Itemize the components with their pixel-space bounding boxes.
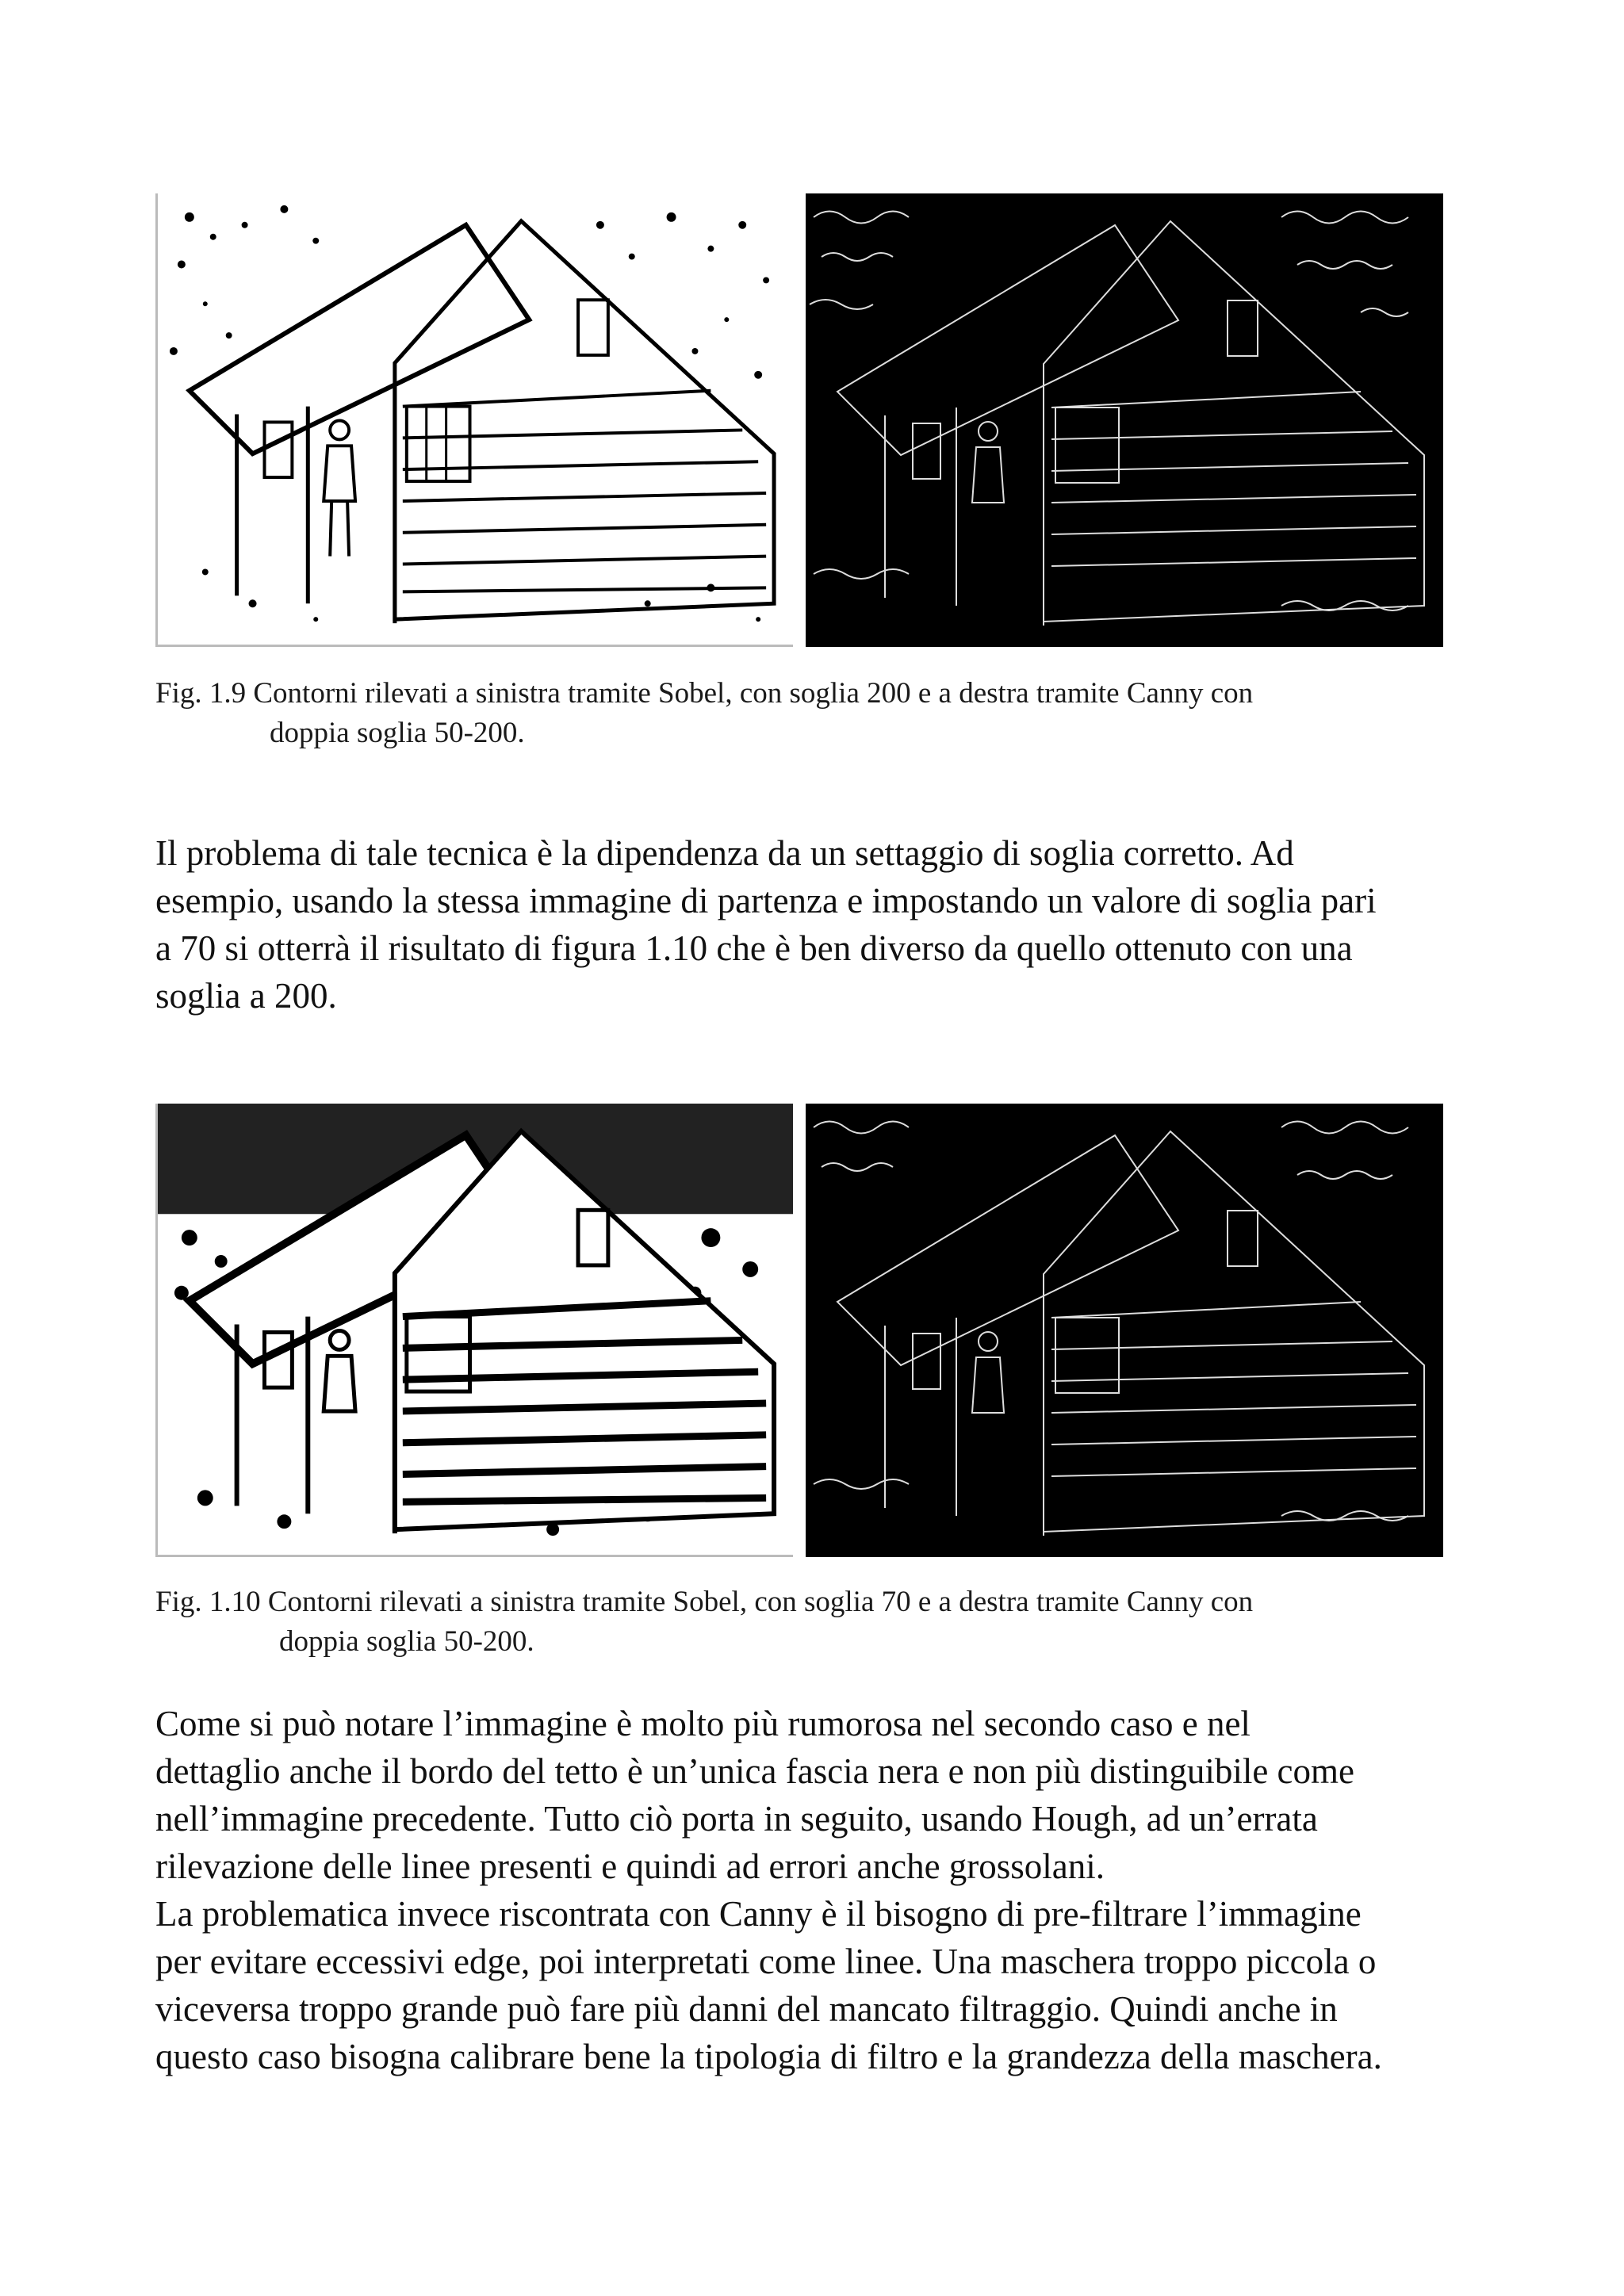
sobel-70-house-drawing [158, 1104, 793, 1555]
canny-house-drawing [806, 193, 1443, 647]
caption-line-1: Fig. 1.10 Contorni rilevati a sinistra tramite Sobel, con soglia 70 e a destra tramite Canny con [155, 1586, 1254, 1618]
paragraph-2-line-8: questo caso bisogna calibrare bene la tipologia di filtro e la grandezza della maschera. [155, 2037, 1382, 2076]
paragraph-2-line-4: rilevazione delle linee presenti e quindi ad errori anche grossolani. [155, 1846, 1105, 1886]
paragraph-2-line-7: viceversa troppo grande può fare più danni del mancato filtraggio. Quindi anche in [155, 1989, 1338, 2029]
caption-line-2: doppia soglia 50-200. [270, 717, 525, 749]
paragraph-2-line-5: La problematica invece riscontrata con Canny è il bisogno di pre-filtrare l’immagine [155, 1894, 1362, 1934]
paragraph-2 [155, 1700, 1488, 2080]
figure-1-10-caption [155, 1582, 1456, 1662]
sobel-house-drawing [158, 193, 793, 645]
paragraph-2-line-6: per evitare eccessivi edge, poi interpretati come linee. Una maschera troppo piccola o [155, 1942, 1377, 1981]
paragraph-1-line-2: esempio, usando la stessa immagine di partenza e impostando un valore di soglia pari [155, 881, 1377, 920]
canny-house-drawing-2 [806, 1104, 1443, 1557]
canny-50-200-image [806, 193, 1443, 647]
paragraph-2-line-2: dettaglio anche il bordo del tetto è un’unica fascia nera e non più distinguibile come [155, 1751, 1355, 1791]
paragraph-1-line-1: Il problema di tale tecnica è la dipendenza da un settaggio di soglia corretto. Ad [155, 833, 1294, 873]
figure-1-9 [155, 193, 1443, 647]
paragraph-1-line-3: a 70 si otterrà il risultato di figura 1.10 che è ben diverso da quello ottenuto con una [155, 928, 1353, 968]
caption-line-2: doppia soglia 50-200. [279, 1625, 534, 1658]
paragraph-2-line-1: Come si può notare l’immagine è molto più rumorosa nel secondo caso e nel [155, 1704, 1251, 1743]
sobel-200-image [155, 193, 793, 647]
figure-1-10 [155, 1104, 1443, 1557]
figure-1-9-caption [155, 674, 1456, 753]
paragraph-1-line-4: soglia a 200. [155, 976, 337, 1016]
sobel-70-image [155, 1104, 793, 1557]
caption-line-1: Fig. 1.9 Contorni rilevati a sinistra tramite Sobel, con soglia 200 e a destra tramite Canny con [155, 677, 1254, 710]
paragraph-2-line-3: nell’immagine precedente. Tutto ciò porta in seguito, usando Hough, ad un’errata [155, 1799, 1318, 1839]
paragraph-1 [155, 829, 1488, 1020]
canny-50-200-image-2 [806, 1104, 1443, 1557]
